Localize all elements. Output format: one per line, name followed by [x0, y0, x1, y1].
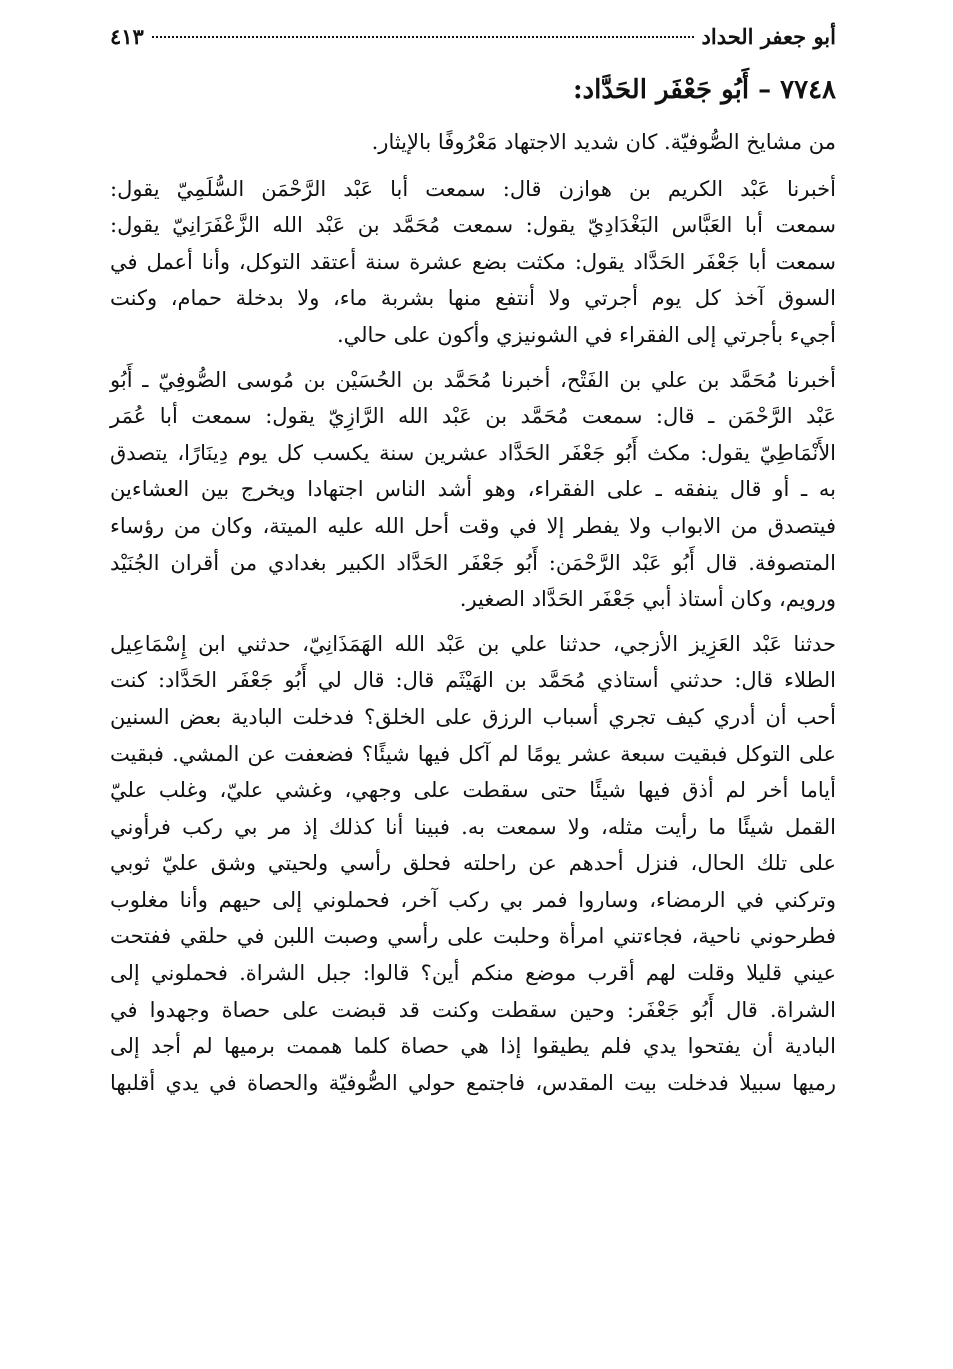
leader-dots: [152, 36, 694, 38]
text-line: أجيء بأجرتي إلى الفقراء في الشونيزي وأكون على حالي.: [336, 322, 836, 347]
paragraph: [110, 171, 836, 354]
text-line: الطلاء قال: حدثني أستاذي مُحَمَّد بن الهَيْثَم قال: قال لي أَبُو جَعْفَر الحَدَّاد: كنت: [110, 668, 836, 693]
text-line: على التوكل فبقيت سبعة عشر يومًا لم آكل فيها شيئًا؟ فضعفت عن المشي. فبقيت: [110, 741, 836, 766]
book-page: [110, 24, 836, 1109]
entry-title: ٧٧٤٨ – أَبُو جَعْفَر الحَدَّاد:: [572, 75, 836, 105]
text-line: ورويم، وكان أستاذ أبي جَعْفَر الحَدَّاد الصغير.: [459, 587, 836, 612]
text-line: أخبرنا عَبْد الكريم بن هوازن قال: سمعت أبا عَبْد الرَّحْمَن السُّلَمِيّ يقول:: [110, 176, 836, 201]
text-line: من مشايخ الصُّوفيّة. كان شديد الاجتهاد مَعْرُوفًا بالإيثار.: [371, 130, 836, 154]
running-header: [110, 24, 836, 62]
text-line: السوق آخذ كل يوم أجرتي ولا أنتفع منها بشربة ماء، ولا بدخلة حمام، وكنت: [110, 286, 836, 311]
text-line: سمعت أبا العَبَّاس البَغْدَادِيّ يقول: سمعت مُحَمَّد بن عَبْد الله الزَّعْفَرَانِيّ يقول:: [110, 213, 836, 238]
text-line: وتركني في الرمضاء، وساروا فمر بي ركب آخر، فحملوني إلى حيهم وأنا مغلوب: [110, 887, 836, 912]
text-line: عيني قليلا وقلت لهم أقرب موضع منكم أين؟ قالوا: جبل الشراة. فحملوني إلى: [110, 961, 836, 986]
text-line: به ـ أو قال ينفقه ـ على الفقراء، وهو أشد الناس اجتهادا ويخرج بين العشاءين: [110, 477, 836, 502]
paragraph: [110, 626, 836, 1102]
text-line: أخبرنا مُحَمَّد بن علي بن الفَتْح، أخبرنا مُحَمَّد بن الحُسَيْن بن مُوسى الصُّوفِيّ ـ أَبُو: [110, 367, 836, 392]
text-line: فيتصدق من الابواب ولا يفطر إلا في وقت أحل الله عليه الميتة، وكان من رؤساء: [110, 513, 836, 538]
text-line: أياما أخر لم أذق فيها شيئًا حتى سقطت على وجهي، وغشي عليّ، وغلب عليّ: [110, 778, 836, 803]
text-line: الأَنْمَاطِيّ يقول: مكث أَبُو جَعْفَر الحَدَّاد عشرين سنة يكسب كل يوم دِينَارًا، يتصدق: [110, 440, 836, 465]
text-line: البادية أن يفتحوا يدي فلم يطيقوا إذا هي حصاة كلما هممت برميها لم أجد إلى: [110, 1034, 836, 1059]
text-line: عَبْد الرَّحْمَن ـ قال: سمعت مُحَمَّد بن عَبْد الله الرَّازِيّ يقول: سمعت أبا عُمَر: [110, 404, 836, 429]
paragraph: [110, 362, 836, 618]
text-line: الشراة. قال أَبُو جَعْفَر: وحين سقطت وكنت قد قبضت على حصاة وجهدوا في: [110, 997, 836, 1022]
text-line: حدثنا عَبْد العَزِيز الأزجي، حدثنا علي بن عَبْد الله الهَمَذَانِيّ، حدثني ابن إِسْمَاعِيل: [110, 631, 836, 656]
text-line: القمل شيئًا ما رأيت مثله، ولا سمعت به. فبينا أنا كذلك إذ مر بي ركب فرأوني: [110, 814, 836, 839]
text-line: فطرحوني ناحية، فجاءتني امرأة وحلبت على رأسي وصبت اللبن في حلقي ففتحت: [110, 924, 836, 949]
text-line: المتصوفة. قال أَبُو عَبْد الرَّحْمَن: أَبُو جَعْفَر الحَدَّاد الكبير بغدادي من أقران الجُنَيْد: [110, 550, 836, 575]
text-line: أحب أن أدري كيف تجري أسباب الرزق على الخلق؟ فدخلت البادية بعض السنين: [110, 704, 836, 729]
text-line: سمعت أبا جَعْفَر الحَدَّاد يقول: مكثت بضع عشرة سنة أعتقد التوكل، وأنا أعمل في: [110, 249, 836, 274]
page-number: ٤١٣: [110, 24, 144, 49]
text-line: رميها سبيلا فدخلت بيت المقدس، فاجتمع حولي الصُّوفيّة والحصاة في يدي أقلبها: [110, 1070, 836, 1095]
paragraph: [110, 124, 836, 161]
text-line: على تلك الحال، فنزل أحدهم عن راحلته فحلق رأسي ولحيتي وشق عليّ ثوبي: [110, 851, 836, 876]
running-title: أبو جعفر الحداد: [701, 24, 836, 49]
